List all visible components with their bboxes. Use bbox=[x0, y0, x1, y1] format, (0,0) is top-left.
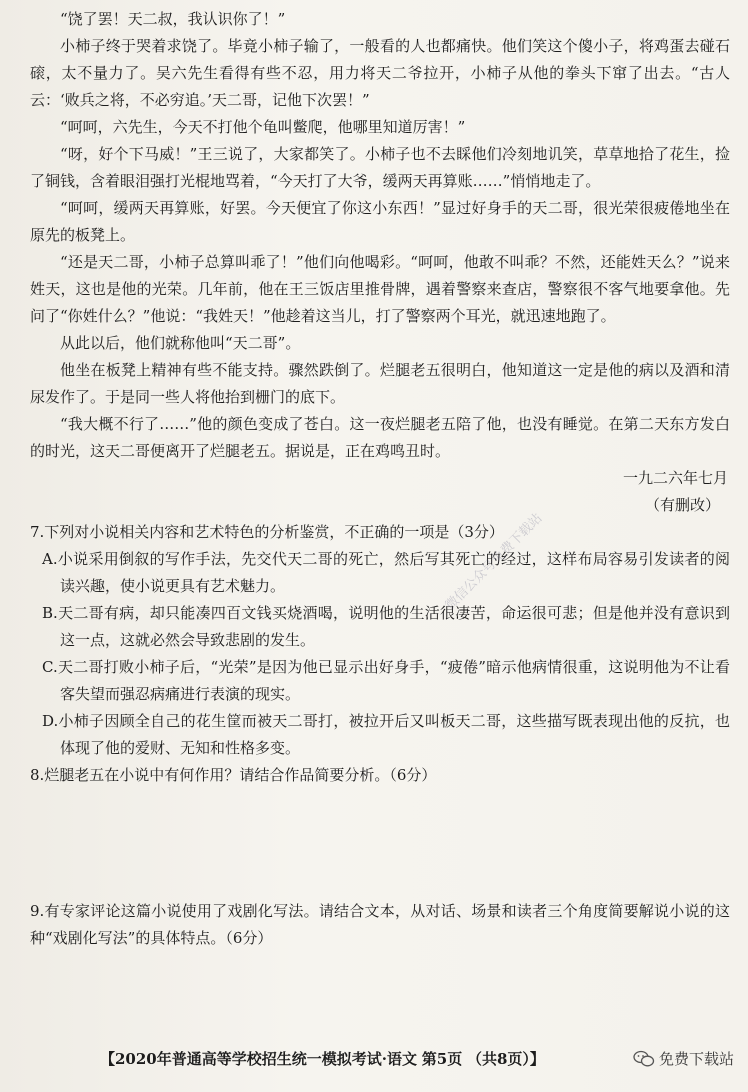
story-paragraph: “呵呵，六先生，今天不打他个龟叫鳖爬，他哪里知道厉害！” bbox=[60, 118, 466, 136]
question-9: 9.有专家评论这篇小说使用了戏剧化写法。请结合文本，从对话、场景和读者三个角度简要解说小说的这种“戏剧化写法”的具体特点。（6分） bbox=[30, 902, 730, 947]
question-7-option-b: B.天二哥有病，却只能凑四百文钱买烧酒喝，说明他的生活很凄苦，命运很可悲；但是他并没有意识到这一点，这就必然会导致悲剧的发生。 bbox=[42, 604, 730, 649]
story-paragraph: “我大概不行了……”他的颜色变成了苍白。这一夜烂腿老五陪了他，也没有睡觉。在第二天东方发白的时光，这天二哥便离开了烂腿老五。据说是，正在鸡鸣丑时。 bbox=[30, 415, 730, 460]
question-7-option-d: D.小柿子因顾全自己的花生筐而被天二哥打，被拉开后又叫板天二哥，这些描写既表现出他的反抗，也体现了他的爱财、无知和性格多变。 bbox=[42, 712, 730, 757]
watermark: 微信公众号免费下载站 bbox=[442, 510, 546, 614]
story-paragraph: 他坐在板凳上精神有些不能支持。骤然跌倒了。烂腿老五很明白，他知道这一定是他的病以及酒和清尿发作了。于是同一些人将他抬到栅门的底下。 bbox=[30, 361, 730, 406]
question-7: 7.下列对小说相关内容和艺术特色的分析鉴赏，不正确的一项是（3分） bbox=[30, 523, 504, 541]
story-paragraph: “呵呵，缓两天再算账，好罢。今天便宜了你这小东西！”显过好身手的天二哥，很光荣很疲倦地坐在原先的板凳上。 bbox=[30, 199, 730, 244]
story-text bbox=[30, 6, 730, 789]
story-paragraph: “饶了罢！天二叔，我认识你了！” bbox=[60, 10, 286, 28]
page-footer bbox=[100, 1048, 640, 1070]
story-paragraph: “还是天二哥，小柿子总算叫乖了！”他们向他喝彩。“呵呵，他敢不叫乖？不然，还能姓天么？”说来姓天，这也是他的光荣。几年前，他在王三饭店里推骨牌，遇着警察来查店，警察很不客气地要拿他。先问了“你姓什么？”他说：“我姓天！”他趁着这当儿，打了警察两个耳光，就迅速地跑了。 bbox=[30, 253, 730, 325]
story-date: 一九二六年七月 bbox=[622, 469, 728, 487]
question-8: 8.烂腿老五在小说中有何作用？请结合作品简要分析。（6分） bbox=[30, 766, 437, 784]
story-note: （有删改） bbox=[644, 496, 720, 514]
story-paragraph: “呀，好个下马威！”王三说了，大家都笑了。小柿子也不去睬他们冷刻地讥笑，草草地拾了花生，捡了铜钱，含着眼泪强打光棍地骂着，“今天打了大爷，缓两天再算账……”悄悄地走了。 bbox=[30, 145, 730, 190]
footer-page-total: （共8页）】 bbox=[466, 1050, 545, 1068]
question-7-option-c: C.天二哥打败小柿子后，“光荣”是因为他已显示出好身手，“疲倦”暗示他病情很重，这说明他为不让看客失望而强忍病痛进行表演的现实。 bbox=[42, 658, 730, 703]
story-paragraph: 小柿子终于哭着求饶了。毕竟小柿子输了，一般看的人也都痛快。他们笑这个傻小子，将鸡蛋去碰石磙，太不量力了。吴六先生看得有些不忍，用力将天二爷拉开，小柿子从他的拳头下窜了出去。“古人云：‘败兵之将，不必穷追。’天二哥，记他下次罢！” bbox=[30, 37, 730, 109]
question-7-option-a: A.小说采用倒叙的写作手法，先交代天二哥的死亡，然后写其死亡的经过，这样布局容易引发读者的阅读兴趣，使小说更具有艺术魅力。 bbox=[42, 550, 730, 595]
footer-page-number: 第5页 bbox=[421, 1050, 463, 1068]
footer-exam-title: 【2020年普通高等学校招生统一模拟考试·语文 bbox=[100, 1050, 417, 1068]
wechat-icon bbox=[633, 1050, 655, 1068]
story-paragraph: 从此以后，他们就称他叫“天二哥”。 bbox=[60, 334, 301, 352]
brand-logo bbox=[633, 1048, 734, 1069]
brand-label: 免费下载站 bbox=[658, 1050, 734, 1068]
